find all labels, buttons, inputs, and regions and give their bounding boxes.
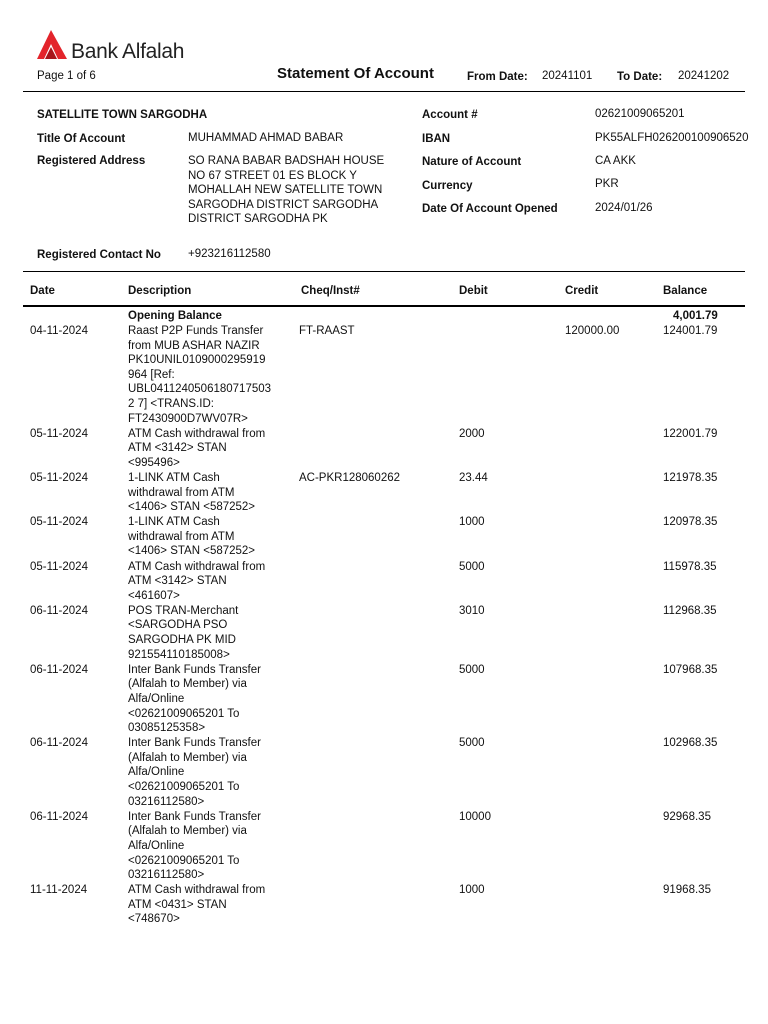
col-header-cheq: Cheq/Inst# bbox=[301, 285, 360, 297]
cell-debit: 3010 bbox=[459, 604, 485, 617]
description-line: Raast P2P Funds Transfer bbox=[128, 325, 264, 337]
description-line: ATM <3142> STAN bbox=[128, 442, 227, 455]
cell-description bbox=[128, 427, 265, 471]
description-line: Inter Bank Funds Transfer bbox=[128, 810, 261, 823]
from-date-label: From Date: bbox=[467, 71, 528, 83]
account-number-value: 02621009065201 bbox=[595, 108, 685, 120]
table-row bbox=[0, 663, 768, 737]
description-line: (Alfalah to Member) via bbox=[128, 678, 247, 691]
cell-debit: 5000 bbox=[459, 737, 485, 750]
cell-balance: 107968.35 bbox=[663, 663, 718, 676]
opening-balance-label: Opening Balance bbox=[128, 310, 222, 322]
cell-description bbox=[128, 810, 261, 883]
description-line: 03085125358> bbox=[128, 722, 206, 735]
cell-balance: 122001.79 bbox=[663, 427, 718, 440]
bank-name: Bank Alfalah bbox=[71, 40, 185, 63]
transactions-table bbox=[0, 309, 768, 928]
cell-description bbox=[128, 604, 238, 662]
cell-date: 05-11-2024 bbox=[30, 516, 88, 529]
description-line: from MUB ASHAR NAZIR bbox=[128, 339, 260, 352]
bank-alfalah-logo-icon bbox=[37, 30, 67, 62]
account-number-label: Account # bbox=[422, 109, 478, 121]
cell-date: 04-11-2024 bbox=[30, 325, 88, 337]
cell-date: 05-11-2024 bbox=[30, 471, 88, 484]
nature-of-account-value: CA AKK bbox=[595, 155, 636, 167]
description-line: ATM Cash withdrawal from bbox=[128, 427, 266, 440]
address-line: SARGODHA DISTRICT SARGODHA bbox=[188, 198, 379, 211]
cell-date: 06-11-2024 bbox=[30, 810, 88, 823]
table-row bbox=[0, 471, 768, 515]
nature-of-account-label: Nature of Account bbox=[422, 156, 522, 168]
iban-value: PK55ALFH026200100906520 bbox=[595, 132, 749, 144]
title-of-account-value: MUHAMMAD AHMAD BABAR bbox=[188, 132, 344, 144]
description-line: ATM <0431> STAN bbox=[128, 898, 227, 911]
cell-balance: 112968.35 bbox=[663, 604, 717, 617]
description-line: 1-LINK ATM Cash bbox=[128, 516, 220, 529]
cell-description bbox=[128, 515, 255, 559]
description-line: 964 [Ref: bbox=[128, 368, 175, 381]
cell-debit: 5000 bbox=[459, 560, 485, 573]
cell-debit: 1000 bbox=[459, 516, 485, 529]
cell-description bbox=[128, 471, 255, 515]
cell-debit: 10000 bbox=[459, 810, 491, 823]
cell-debit: 23.44 bbox=[459, 471, 488, 484]
description-line: 2 7] <TRANS.ID: bbox=[128, 397, 214, 410]
currency-label: Currency bbox=[422, 180, 473, 192]
iban-label: IBAN bbox=[422, 133, 451, 145]
cell-balance: 102968.35 bbox=[663, 737, 718, 750]
transaction-rows bbox=[0, 324, 768, 928]
description-line: 921554110185008> bbox=[128, 648, 230, 661]
address-line: MOHALLAH NEW SATELLITE TOWN bbox=[188, 184, 383, 197]
col-header-date: Date bbox=[30, 285, 55, 297]
description-line: POS TRAN-Merchant bbox=[128, 604, 239, 617]
table-row bbox=[0, 810, 768, 884]
description-line: 03216112580> bbox=[128, 869, 205, 882]
description-line: SARGODHA PK MID bbox=[128, 634, 236, 647]
cell-balance: 121978.35 bbox=[663, 471, 718, 484]
cell-balance: 120978.35 bbox=[663, 516, 718, 529]
description-line: <02621009065201 To bbox=[128, 854, 240, 867]
description-line: <1406> STAN <587252> bbox=[128, 545, 256, 558]
description-line: <748670> bbox=[128, 913, 180, 926]
description-line: ATM <3142> STAN bbox=[128, 575, 227, 588]
address-line: SO RANA BABAR BADSHAH HOUSE bbox=[188, 155, 385, 167]
currency-value: PKR bbox=[595, 178, 619, 190]
description-line: UBL0411240506180717503 bbox=[128, 383, 272, 396]
cell-description bbox=[128, 883, 265, 927]
statement-title: Statement Of Account bbox=[277, 65, 434, 82]
description-line: (Alfalah to Member) via bbox=[128, 751, 247, 764]
table-row bbox=[0, 515, 768, 559]
description-line: withdrawal from ATM bbox=[128, 530, 235, 543]
cell-date: 06-11-2024 bbox=[30, 663, 88, 676]
page-number: Page 1 of 6 bbox=[37, 70, 96, 82]
details-divider bbox=[23, 271, 745, 272]
table-row bbox=[0, 324, 768, 427]
cell-date: 11-11-2024 bbox=[30, 884, 88, 897]
description-line: FT2430900D7WV07R> bbox=[128, 412, 248, 425]
description-line: Inter Bank Funds Transfer bbox=[128, 663, 261, 676]
from-date-value: 20241101 bbox=[542, 70, 593, 82]
description-line: Alfa/Online bbox=[128, 692, 185, 705]
table-row bbox=[0, 427, 768, 471]
cell-balance: 124001.79 bbox=[663, 325, 718, 337]
description-line: <02621009065201 To bbox=[128, 781, 240, 794]
cell-date: 05-11-2024 bbox=[30, 560, 88, 573]
description-line: 1-LINK ATM Cash bbox=[128, 471, 220, 484]
cell-cheq: FT-RAAST bbox=[299, 325, 355, 337]
description-line: 03216112580> bbox=[128, 795, 205, 808]
cell-balance: 92968.35 bbox=[663, 810, 711, 823]
table-row bbox=[0, 883, 768, 927]
table-row bbox=[0, 604, 768, 663]
cell-description bbox=[128, 560, 265, 604]
cell-debit: 1000 bbox=[459, 884, 485, 897]
description-line: ATM Cash withdrawal from bbox=[128, 560, 266, 573]
cell-balance: 115978.35 bbox=[663, 560, 717, 573]
cell-debit: 5000 bbox=[459, 663, 485, 676]
cell-description bbox=[128, 324, 271, 426]
description-line: <1406> STAN <587252> bbox=[128, 501, 256, 514]
description-line: PK10UNIL0109000295919 bbox=[128, 354, 266, 367]
description-line: <995496> bbox=[128, 456, 180, 469]
to-date-value: 20241202 bbox=[678, 70, 730, 82]
description-line: <461607> bbox=[128, 589, 180, 602]
col-header-description: Description bbox=[128, 285, 192, 297]
cell-date: 06-11-2024 bbox=[30, 737, 88, 750]
opening-balance-row bbox=[0, 309, 768, 324]
branch-name: SATELLITE TOWN SARGODHA bbox=[37, 109, 208, 121]
to-date-label: To Date: bbox=[617, 71, 663, 83]
col-header-balance: Balance bbox=[663, 285, 708, 297]
address-line: NO 67 STREET 01 ES BLOCK Y bbox=[188, 169, 357, 182]
title-of-account-label: Title Of Account bbox=[37, 133, 126, 145]
registered-address-value bbox=[188, 154, 413, 227]
description-line: (Alfalah to Member) via bbox=[128, 825, 247, 838]
description-line: ATM Cash withdrawal from bbox=[128, 884, 266, 897]
description-line: Alfa/Online bbox=[128, 839, 185, 852]
date-opened-value: 2024/01/26 bbox=[595, 202, 653, 214]
cell-credit: 120000.00 bbox=[565, 325, 620, 337]
cell-description bbox=[128, 736, 261, 809]
contact-label: Registered Contact No bbox=[37, 249, 161, 261]
date-opened-label: Date Of Account Opened bbox=[422, 203, 558, 215]
description-line: Alfa/Online bbox=[128, 766, 185, 779]
cell-description bbox=[128, 663, 261, 736]
opening-balance-value: 4,001.79 bbox=[673, 310, 718, 322]
cell-balance: 91968.35 bbox=[663, 884, 711, 897]
cell-cheq: AC-PKR128060262 bbox=[299, 471, 401, 484]
registered-address-label: Registered Address bbox=[37, 155, 146, 167]
description-line: <SARGODHA PSO bbox=[128, 619, 228, 632]
cell-date: 06-11-2024 bbox=[30, 604, 88, 617]
col-header-credit: Credit bbox=[565, 285, 599, 297]
address-line: DISTRICT SARGODHA PK bbox=[188, 213, 328, 226]
table-header-divider bbox=[23, 305, 745, 307]
bank-logo bbox=[37, 30, 197, 66]
header-divider bbox=[23, 91, 745, 92]
table-row bbox=[0, 560, 768, 604]
description-line: withdrawal from ATM bbox=[128, 486, 235, 499]
cell-date: 05-11-2024 bbox=[30, 427, 88, 440]
col-header-debit: Debit bbox=[459, 285, 488, 297]
contact-value: +923216112580 bbox=[188, 248, 271, 260]
cell-debit: 2000 bbox=[459, 427, 485, 440]
description-line: <02621009065201 To bbox=[128, 707, 240, 720]
table-row bbox=[0, 736, 768, 810]
description-line: Inter Bank Funds Transfer bbox=[128, 737, 261, 750]
